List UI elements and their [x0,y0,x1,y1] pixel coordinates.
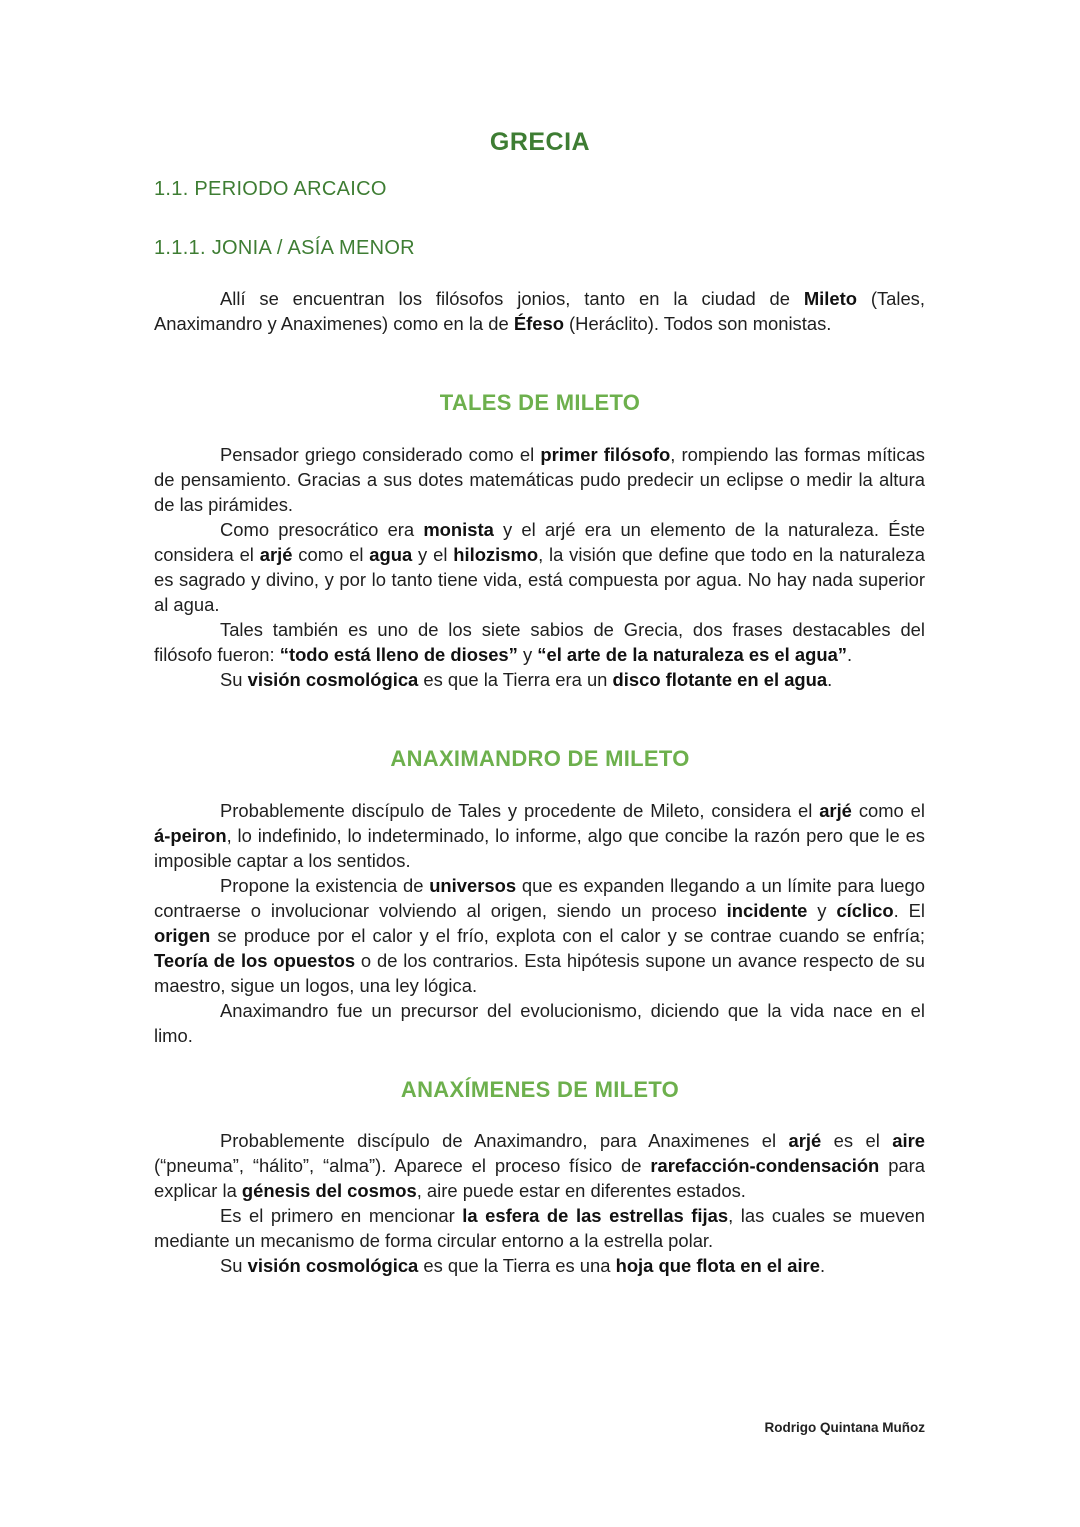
text-run: y el arjé era un elemento de la naturaleza. Éste considera el [154,519,925,565]
heading-tales: TALES DE MILETO [439,390,641,415]
bold-term: hoja que flota en el aire [615,1255,820,1276]
bold-term: visión cosmológica [247,1255,419,1276]
text-run: , la visión que define que todo en la naturaleza es sagrado y divino, y por lo tanto tiene vida, está compuesta por agua. No hay nada superior al agua. [154,544,925,615]
text-run: y el [412,544,454,565]
text-run: Probablemente discípulo de Anaximandro, para Anaximenes el [220,1130,789,1151]
text-run: Propone la existencia de [220,875,430,896]
text-run: y [807,900,837,921]
heading-anaximandro: ANAXIMANDRO DE MILETO [390,746,690,771]
text-run: . [847,644,853,665]
paragraph [154,442,925,517]
paragraph [154,1203,925,1253]
text-run: , rompiendo las formas míticas de pensamiento. Gracias a sus dotes matemáticas pudo predecir un eclipse o medir la altura de las pirámides. [154,444,925,515]
bold-term: universos [429,875,517,896]
text-run: Anaximandro fue un precursor del evolucionismo, diciendo que la vida nace en el limo. [154,1000,925,1046]
bold-term: rarefacción-condensación [650,1155,880,1176]
bold-term: “todo está lleno de dioses” [279,644,518,665]
text-run: como el [851,800,925,821]
text-run: y [517,644,538,665]
text-run: Probablemente discípulo de Tales y procedente de Mileto, considera el [220,800,820,821]
paragraph [154,873,925,998]
text-run: es el [821,1130,893,1151]
bold-term: hilozismo [453,544,539,565]
text-run: para explicar la [154,1155,925,1201]
paragraph [154,798,925,873]
bold-term: disco flotante en el agua [612,669,828,690]
paragraph [154,998,925,1048]
text-run: que es expanden llegando a un límite para luego contraerse o involucionar volviendo al origen, siendo un proceso [154,875,925,921]
anaximenes-text [154,1128,925,1278]
bold-term: cíclico [836,900,894,921]
text-run: o de los contrarios. Esta hipótesis supone un avance respecto de su maestro, sigue un logos, una ley lógica. [154,950,925,996]
text-run: Pensador griego considerado como el [220,444,541,465]
text-run: (Tales, Anaximandro y Anaximenes) como en la de [154,288,925,334]
text-run: . [827,669,833,690]
text-run: . [819,1255,826,1276]
text-run: . El [893,900,925,921]
text-run: , aire puede estar en diferentes estados. [416,1180,746,1201]
text-run: Su [220,1255,248,1276]
author-footer: Rodrigo Quintana Muñoz [764,1420,925,1435]
text-run: Tales también es uno de los siete sabios de Grecia, dos frases destacables del filósofo fueron: [154,619,925,665]
text-run: Es el primero en mencionar [220,1205,463,1226]
tales-text [154,442,925,692]
bold-term: aire [892,1130,925,1151]
bold-term: arjé [259,544,293,565]
bold-term: incidente [726,900,808,921]
paragraph [154,617,925,667]
bold-term: Mileto [803,288,857,309]
bold-term: primer filósofo [540,444,671,465]
bold-term: arjé [819,800,852,821]
paragraph [154,286,925,336]
text-run: Como presocrático era [220,519,424,540]
bold-term: génesis del cosmos [241,1180,417,1201]
heading-anaximenes: ANAXÍMENES DE MILETO [400,1077,680,1102]
bold-term: “el arte de la naturaleza es el agua” [537,644,847,665]
bold-term: arjé [788,1130,822,1151]
paragraph [154,517,925,617]
bold-term: origen [154,925,211,946]
bold-term: visión cosmológica [247,669,419,690]
paragraph [154,1253,925,1278]
text-run: Allí se encuentran los filósofos jonios, tanto en la ciudad de [220,288,804,309]
text-run: se produce por el calor y el frío, explota con el calor y se contrae cuando se enfría; [210,925,925,946]
text-run: es que la Tierra era un [418,669,613,690]
text-run: , las cuales se mueven mediante un mecanismo de forma circular entorno a la estrella polar. [154,1205,925,1251]
text-run: (Heráclito). Todos son monistas. [563,313,832,334]
section-heading-periodo-arcaico: 1.1. PERIODO ARCAICO [154,178,387,200]
intro-text [154,286,925,336]
paragraph [154,667,925,692]
paragraph [154,1128,925,1203]
bold-term: Éfeso [513,313,564,334]
anaximandro-text [154,798,925,1048]
text-run: es que la Tierra es una [418,1255,616,1276]
bold-term: Teoría de los opuestos [154,950,356,971]
text-run: (“pneuma”, “hálito”, “alma”). Aparece el proceso físico de [154,1155,651,1176]
bold-term: agua [369,544,413,565]
bold-term: la esfera de las estrellas fijas [462,1205,729,1226]
subsection-heading-jonia: 1.1.1. JONIA / ASÍA MENOR [154,237,415,259]
document-title: GRECIA [489,128,591,156]
text-run: Su [220,669,248,690]
text-run: como el [292,544,370,565]
bold-term: á-peiron [154,825,227,846]
text-run: , lo indefinido, lo indeterminado, lo informe, algo que concibe la razón pero que le es imposible captar a los sentidos. [154,825,925,871]
bold-term: monista [423,519,494,540]
